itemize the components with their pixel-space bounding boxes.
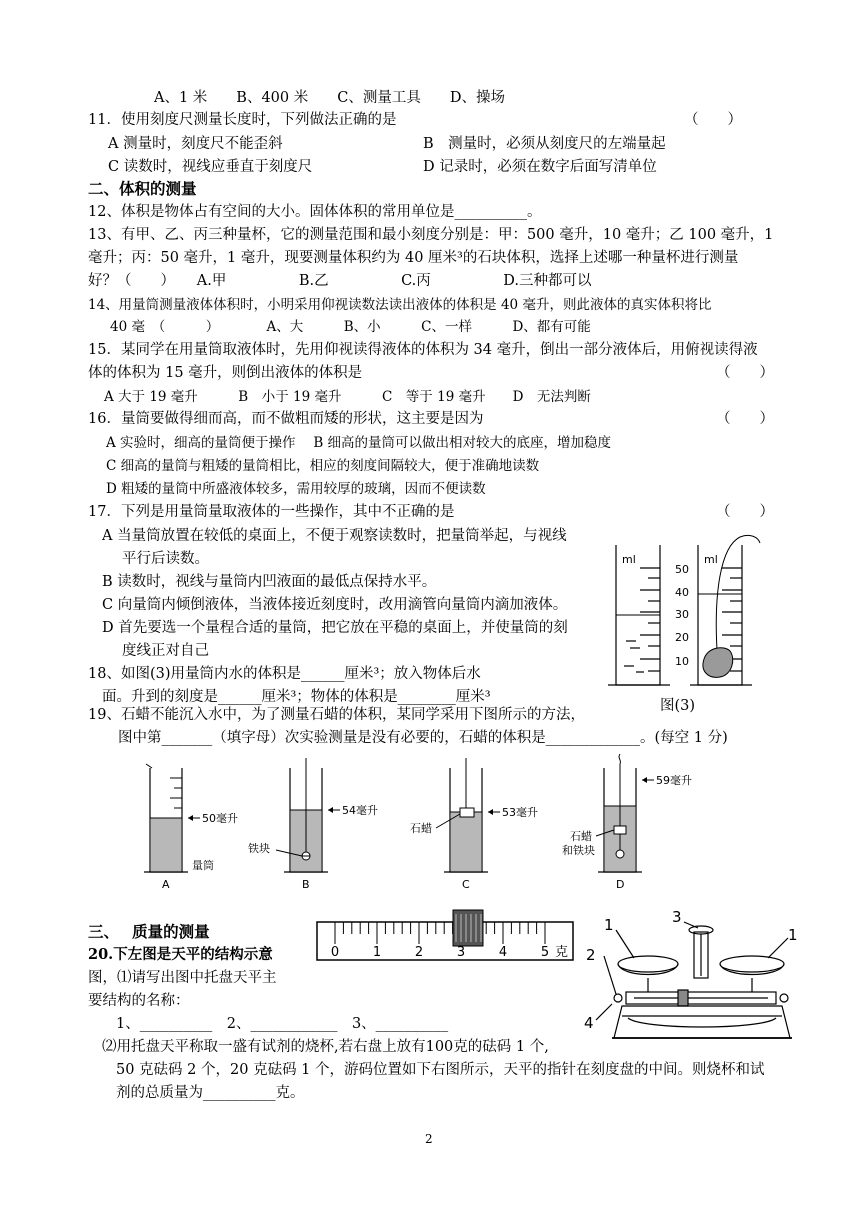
- label-c: C: [462, 878, 470, 891]
- balance-label-2: 2: [586, 946, 596, 964]
- q16-option-ab: A 实验时，细高的量筒便于操作 B 细高的量筒可以做出相对较大的底座，增加稳度: [106, 435, 612, 451]
- q19-line-1: 19、石蜡不能沉入水中，为了测量石蜡的体积，某同学采用下图所示的方法，: [88, 707, 585, 723]
- section-3-heading: 三、 质量的测量: [88, 923, 210, 941]
- q11-stem: 11．使用刻度尺测量长度时，下列做法正确的是: [88, 112, 397, 128]
- question-12: 12、体积是物体占有空间的大小。固体体积的常用单位是__________。: [88, 204, 542, 220]
- q17-option-a-cont: 平行后读数。: [122, 551, 209, 567]
- q10-options: A、1 米 B、400 米 C、测量工具 D、操场: [154, 90, 505, 106]
- measuring-cylinder-label: 量筒: [192, 859, 214, 872]
- cylinder-d: [562, 754, 692, 891]
- q17-stem: 17．下列是用量筒量取液体的一些操作，其中不正确的是: [88, 504, 455, 520]
- q16-option-c: C 细高的量筒与粗矮的量筒相比，相应的刻度间隔较大，便于准确地读数: [106, 458, 540, 474]
- q11-option-b: B 测量时，必须从刻度尺的左端量起: [423, 136, 666, 152]
- balance-label-1-left: 1: [604, 916, 614, 934]
- q17-answer-paren: （ ）: [716, 504, 774, 520]
- fig3-tick-40: 40: [675, 586, 689, 599]
- ruler-num-2: 2: [414, 945, 424, 960]
- ruler-num-0: 0: [330, 945, 340, 960]
- reading-a: 50毫升: [202, 812, 238, 825]
- q13-line-1: 13、有甲、乙、丙三种量杯，它的测量范围和最小刻度分别是：甲：500 毫升，10 毫升；乙 100 毫升，1: [88, 227, 774, 243]
- q16-option-d: D 粗矮的量筒中所盛液体较多，需用较厚的玻璃，因而不便读数: [106, 481, 486, 497]
- ruler-num-5: 5: [540, 945, 550, 960]
- ruler-unit: 克: [555, 945, 569, 960]
- cylinder-c: [410, 758, 538, 891]
- figure-3-caption: 图(3): [660, 698, 696, 714]
- balance-label-4: 4: [584, 1014, 594, 1032]
- fig3-unit-left: ml: [622, 553, 636, 566]
- page-number: 2: [425, 1132, 433, 1146]
- q17-option-d-cont: 度线正对自己: [122, 643, 209, 659]
- q15-line-2: 体的体积为 15 毫升，则倒出液体的体积是: [88, 365, 363, 381]
- fig3-stone: [703, 648, 733, 678]
- label-b: B: [302, 878, 310, 891]
- q11-option-a: A 测量时，刻度尺不能歪斜: [108, 136, 283, 152]
- q15-options: A 大于 19 毫升 B 小于 19 毫升 C 等于 19 毫升 D 无法判断: [104, 389, 591, 405]
- cylinder-b: [248, 758, 378, 891]
- wax-iron-label-2: 和铁块: [562, 844, 595, 857]
- q17-option-a: A 当量筒放置在较低的桌面上，不便于观察读数时，把量筒举起，与视线: [102, 528, 567, 544]
- fig3-tick-30: 30: [675, 608, 689, 621]
- fig3-unit-right: ml: [704, 553, 718, 566]
- ruler-num-1: 1: [372, 945, 382, 960]
- q11-option-c: C 读数时，视线应垂直于刻度尺: [108, 159, 313, 175]
- q15-line-1: 15．某同学在用量筒取液体时，先用仰视读得液体的体积为 34 毫升，倒出一部分液体后，用俯视读得液: [88, 342, 758, 358]
- balance-label-1-right: 1: [788, 926, 798, 944]
- fig3-tick-10: 10: [675, 655, 689, 668]
- q17-option-b: B 读数时，视线与量筒内凹液面的最低点保持水平。: [102, 574, 437, 590]
- q20-part2-line-3: 剂的总质量为__________克。: [116, 1085, 305, 1101]
- section-2-heading: 二、体积的测量: [88, 180, 197, 198]
- q13-line-3: 好？（ ） A.甲 B.乙 C.丙 D.三种都可以: [88, 273, 592, 289]
- label-d: D: [616, 878, 625, 891]
- cylinder-before: [608, 545, 670, 685]
- ruler-num-4: 4: [498, 945, 508, 960]
- q14-line-2: 40 毫 （ ） A、大 B、小 C、一样 D、都有可能: [110, 319, 591, 335]
- q20-part2-line-1: ⑵用托盘天平称取一盛有试剂的烧杯,若右盘上放有100克的砝码 1 个,: [102, 1039, 549, 1055]
- fig3-tick-50: 50: [675, 563, 689, 576]
- fig3-scale-numbers: [675, 563, 689, 668]
- q13-line-2: 毫升；丙：50 毫升，1 毫升，现要测量体积约为 40 厘米³的石块体积，选择上述哪一种量杯进行测量: [88, 250, 739, 266]
- q19-line-2: 图中第_______（填字母）次实验测量是没有必要的，石蜡的体积是_____________。(每空 1 分): [118, 730, 728, 746]
- q16-answer-paren: （ ）: [716, 411, 774, 427]
- q14-line-1: 14、用量筒测量液体体积时，小明采用仰视读数法读出液体的体积是 40 毫升，则此液体的真实体积将比: [88, 297, 712, 313]
- q15-answer-paren: （ ）: [716, 365, 774, 381]
- q11-answer-paren: （ ）: [684, 112, 742, 128]
- q20-blanks: 1、__________ 2、____________ 3、__________: [116, 1016, 449, 1032]
- label-a: A: [162, 878, 170, 891]
- q18-line-2: 面。升到的刻度是______厘米³；物体的体积是________厘米³: [102, 689, 491, 705]
- balance-diagram: [582, 908, 812, 1068]
- wax-label: 石蜡: [410, 822, 432, 835]
- wax-iron-label-1: 石蜡: [570, 830, 592, 843]
- q20-part2-line-2: 50 克砝码 2 个，20 克砝码 1 个，游码位置如下右图所示，天平的指针在刻度盘的中间。则烧杯和试: [116, 1062, 765, 1078]
- reading-c: 53毫升: [502, 806, 538, 819]
- balance-label-3: 3: [672, 908, 682, 926]
- q16-stem: 16．量筒要做得细而高，而不做粗而矮的形状，这主要是因为: [88, 411, 484, 427]
- q17-option-c: C 向量筒内倾倒液体，当液体接近刻度时，改用滴管向量筒内滴加液体。: [102, 597, 568, 613]
- iron-label: 铁块: [248, 842, 270, 855]
- figure-19-experiment: [130, 752, 710, 897]
- q20-line-3: 要结构的名称：: [88, 993, 190, 1009]
- q17-option-d: D 首先要选一个量程合适的量筒，把它放在平稳的桌面上，并使量筒的刻: [102, 620, 568, 636]
- q11-option-d: D 记录时，必须在数字后面写清单位: [423, 159, 657, 175]
- rider-weight: [453, 910, 483, 946]
- q18-line-1: 18、如图(3)用量筒内水的体积是______厘米³；放入物体后水: [88, 666, 481, 682]
- reading-d: 59毫升: [656, 774, 692, 787]
- rider-ruler: [315, 908, 575, 970]
- ruler-num-3: 3: [456, 945, 466, 960]
- reading-b: 54毫升: [342, 804, 378, 817]
- cylinder-a: [144, 764, 238, 891]
- q20-line-1: 20.下左图是天平的结构示意: [88, 946, 273, 963]
- q20-line-2: 图，⑴请写出图中托盘天平主: [88, 970, 277, 986]
- fig3-tick-20: 20: [675, 631, 689, 644]
